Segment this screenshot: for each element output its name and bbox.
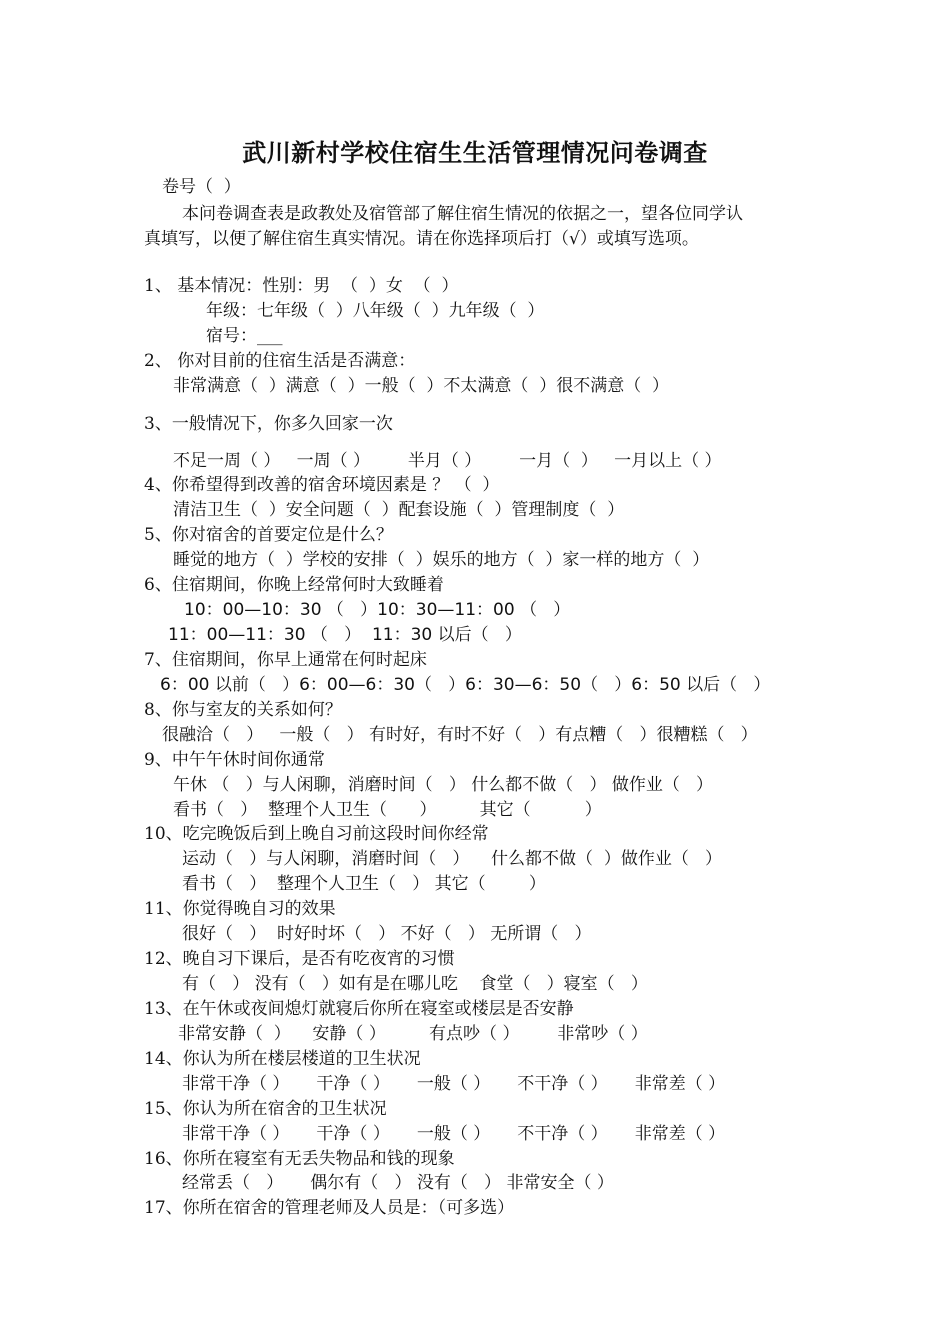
q6-line: 6、住宿期间，你晚上经常何时大致睡着 — [144, 575, 444, 595]
q10-options-1: 运动（ ）与人闲聊，消磨时间（ ） 什么都不做（ ）做作业（ ） — [182, 849, 723, 869]
q2-options: 非常满意（ ）满意（ ）一般（ ）不太满意（ ）很不满意（ ） — [173, 376, 670, 396]
q12-line: 12、晚自习下课后，是否有吃夜宵的习惯 — [144, 949, 455, 969]
q10-options-2: 看书（ ） 整理个人卫生（ ） 其它（ ） — [182, 874, 546, 894]
q6-options-2: 11：00—11：30 （ ） 11：30 以后（ ） — [168, 625, 522, 645]
q14-options: 非常干净（ ） 干净（ ） 一般（ ） 不干净（ ） 非常差（ ） — [182, 1074, 726, 1094]
volume-number: 卷号（ ） — [162, 177, 241, 197]
q15-options: 非常干净（ ） 干净（ ） 一般（ ） 不干净（ ） 非常差（ ） — [182, 1124, 726, 1144]
q6-options-1: 10：00—10：30 （ ）10：30—11：00 （ ） — [184, 600, 571, 620]
q1-line: 1、 基本情况：性别：男 （ ）女 （ ） — [144, 276, 459, 296]
q4-line: 4、你希望得到改善的宿舍环境因素是 ？ （ ） — [144, 475, 500, 495]
q9-options-1: 午休 （ ）与人闲聊，消磨时间（ ） 什么都不做（ ） 做作业（ ） — [173, 775, 714, 795]
q8-line: 8、你与室友的关系如何？ — [144, 700, 342, 720]
q12-options: 有（ ） 没有（ ）如有是在哪儿吃 食堂（ ）寝室（ ） — [182, 974, 648, 994]
q4-options: 清洁卫生（ ）安全问题（ ）配套设施（ ）管理制度（ ） — [173, 500, 625, 520]
intro-line-2: 真填写，以便了解住宿生真实情况。请在你选择项后打（√）或填写选项。 — [144, 229, 699, 249]
q11-options: 很好（ ） 时好时坏（ ） 不好（ ） 无所谓（ ） — [182, 924, 592, 944]
q11-line: 11、你觉得晚自习的效果 — [144, 899, 336, 919]
document-title: 武川新村学校住宿生生活管理情况问卷调查 — [242, 139, 708, 167]
q15-line: 15、你认为所在宿舍的卫生状况 — [144, 1099, 387, 1119]
q13-options: 非常安静（ ） 安静（ ） 有点吵（ ） 非常吵（ ） — [178, 1024, 648, 1044]
q16-line: 16、你所在寝室有无丢失物品和钱的现象 — [144, 1149, 455, 1169]
q5-options: 睡觉的地方（ ）学校的安排（ ）娱乐的地方（ ）家一样的地方（ ） — [173, 550, 710, 570]
q14-line: 14、你认为所在楼层楼道的卫生状况 — [144, 1049, 421, 1069]
intro-line-1: 本问卷调查表是政教处及宿管部了解住宿生情况的依据之一，望各位同学认 — [182, 204, 743, 224]
q9-options-2: 看书（ ） 整理个人卫生（ ） 其它（ ） — [173, 800, 602, 820]
q1-dorm: 宿号：___ — [206, 326, 283, 346]
q7-line: 7、住宿期间，你早上通常在何时起床 — [144, 650, 427, 670]
q3-line: 3、一般情况下，你多久回家一次 — [144, 414, 393, 434]
q2-line: 2、 你对目前的住宿生活是否满意： — [144, 351, 416, 371]
q17-line: 17、你所在宿舍的管理老师及人员是：（可多选） — [144, 1198, 515, 1218]
q1-grade: 年级：七年级（ ）八年级（ ）九年级（ ） — [206, 301, 545, 321]
q8-options: 很融洽（ ） 一般（ ） 有时好，有时不好（ ）有点糟（ ）很糟糕（ ） — [162, 725, 758, 745]
q7-options: 6：00 以前（ ）6：00—6：30（ ）6：30—6：50（ ）6：50 以后（ ） — [160, 675, 771, 695]
q16-options: 经常丢（ ） 偶尔有（ ） 没有（ ） 非常安全（ ） — [182, 1173, 614, 1193]
q3-options: 不足一周（ ） 一周（ ） 半月（ ） 一月（ ） 一月以上（ ） — [173, 451, 722, 471]
q9-line: 9、中午午休时间你通常 — [144, 750, 325, 770]
q5-line: 5、你对宿舍的首要定位是什么？ — [144, 525, 393, 545]
q13-line: 13、在午休或夜间熄灯就寝后你所在寝室或楼层是否安静 — [144, 999, 574, 1019]
q10-line: 10、吃完晚饭后到上晚自习前这段时间你经常 — [144, 824, 489, 844]
